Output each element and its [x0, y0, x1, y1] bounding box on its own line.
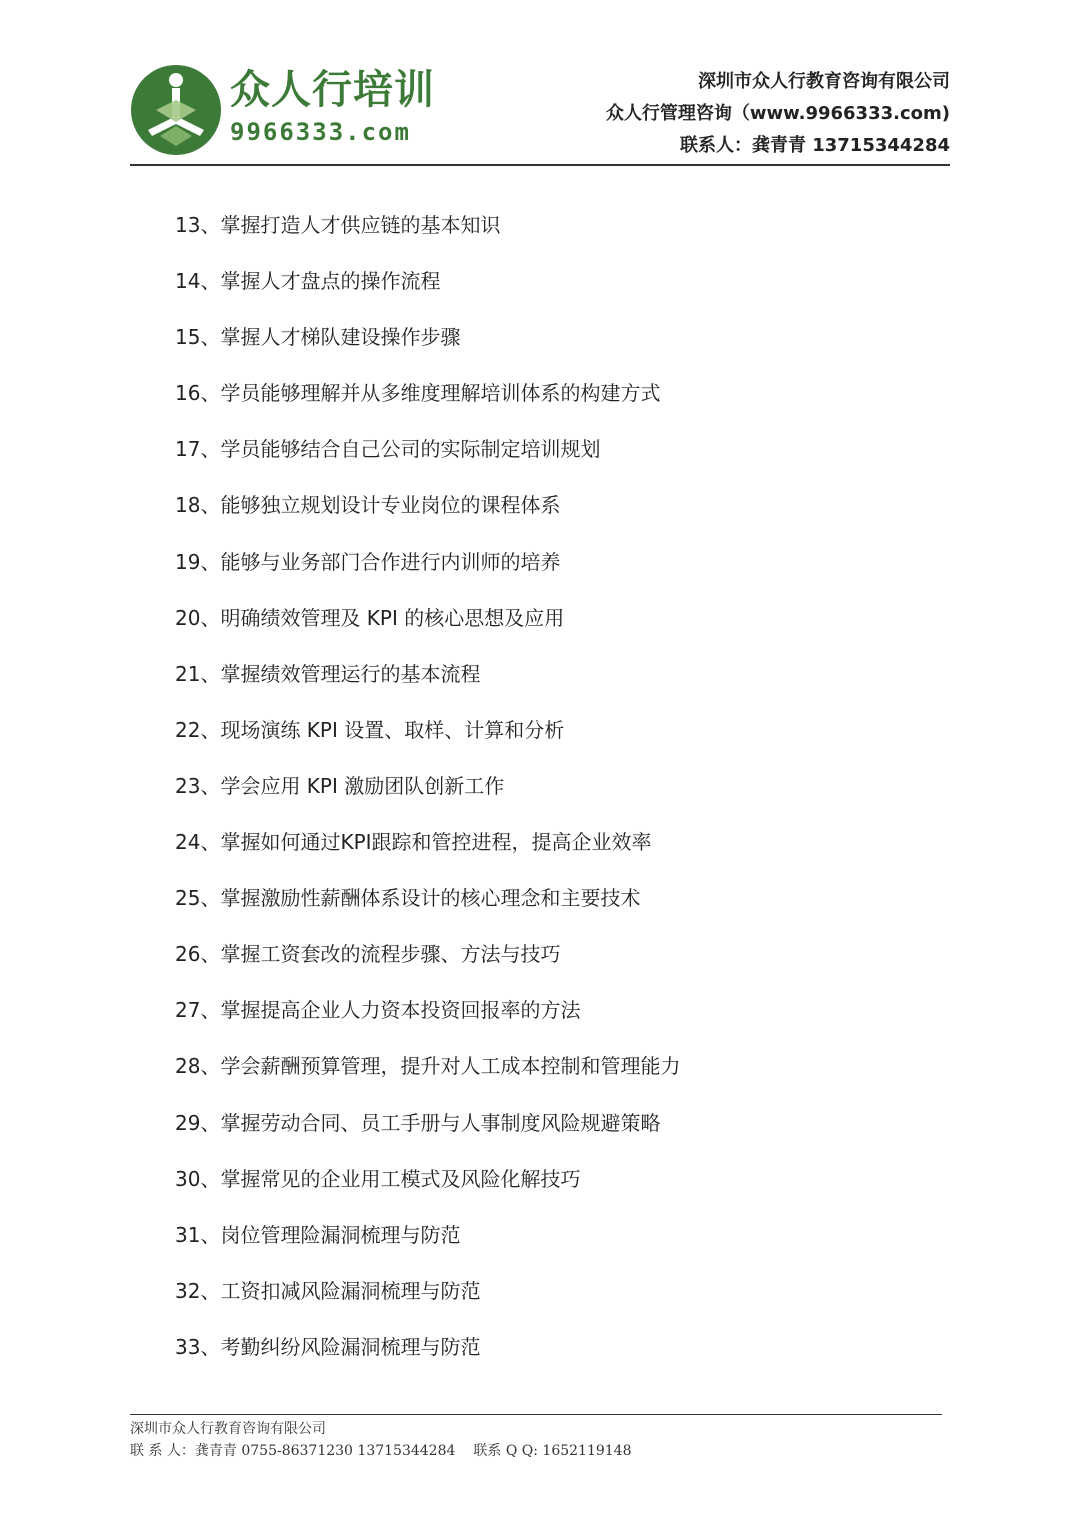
- list-item: 22、现场演练 KPI 设置、取样、计算和分析: [175, 717, 565, 742]
- list-item: 15、掌握人才梯队建设操作步骤: [175, 325, 461, 350]
- company-info: [606, 66, 950, 162]
- footer-qq: 联系 Q Q: 1652119148: [473, 1443, 632, 1459]
- footer-contact-row: [130, 1440, 632, 1462]
- list-item: 26、掌握工资套改的流程步骤、方法与技巧: [175, 942, 561, 967]
- list-item: 28、学会薪酬预算管理，提升对人工成本控制和管理能力: [175, 1054, 681, 1079]
- footer-contact: 联 系 人：龚青青 0755-86371230 13715344284: [130, 1443, 456, 1459]
- consulting-line: 众人行管理咨询（www.9966333.com): [605, 103, 950, 124]
- list-item: 18、能够独立规划设计专业岗位的课程体系: [175, 493, 561, 518]
- list-item: 25、掌握激励性薪酬体系设计的核心理念和主要技术: [175, 886, 641, 911]
- list-item: 19、能够与业务部门合作进行内训师的培养: [175, 549, 561, 574]
- list-item: 16、学员能够理解并从多维度理解培训体系的构建方式: [175, 381, 661, 406]
- person-triangle-logo-icon: [130, 64, 222, 156]
- page-header: [130, 58, 950, 166]
- footer-divider: [130, 1414, 942, 1415]
- list-item: 31、岗位管理险漏洞梳理与防范: [175, 1222, 461, 1247]
- list-item: 14、掌握人才盘点的操作流程: [175, 269, 441, 294]
- list-item: 29、掌握劳动合同、员工手册与人事制度风险规避策略: [175, 1110, 661, 1135]
- header-divider: [130, 164, 950, 166]
- list-item: 17、学员能够结合自己公司的实际制定培训规划: [175, 437, 601, 462]
- logo-url: 9966333.com: [230, 118, 411, 146]
- list-item: 27、掌握提高企业人力资本投资回报率的方法: [175, 998, 581, 1023]
- list-item: 13、掌握打造人才供应链的基本知识: [175, 213, 501, 237]
- list-item: 33、考勤纠纷风险漏洞梳理与防范: [175, 1334, 481, 1359]
- list-item: 20、明确绩效管理及 KPI 的核心思想及应用: [175, 605, 565, 630]
- list-item: 30、掌握常见的企业用工模式及风险化解技巧: [175, 1166, 581, 1191]
- objectives-list: [175, 206, 680, 1384]
- list-item: 32、工资扣减风险漏洞梳理与防范: [175, 1278, 481, 1303]
- company-name: 深圳市众人行教育咨询有限公司: [698, 71, 950, 92]
- logo-title: 众人行培训: [230, 66, 435, 113]
- list-item: 21、掌握绩效管理运行的基本流程: [175, 661, 481, 686]
- footer-company: 深圳市众人行教育咨询有限公司: [130, 1421, 326, 1437]
- list-item: 24、掌握如何通过KPI跟踪和管控进程，提高企业效率: [175, 830, 652, 855]
- page-footer: [130, 1418, 632, 1462]
- contact-line: 联系人：龚青青 13715344284: [679, 135, 950, 156]
- list-item: 23、学会应用 KPI 激励团队创新工作: [175, 773, 505, 798]
- logo-wordmark: [230, 68, 435, 146]
